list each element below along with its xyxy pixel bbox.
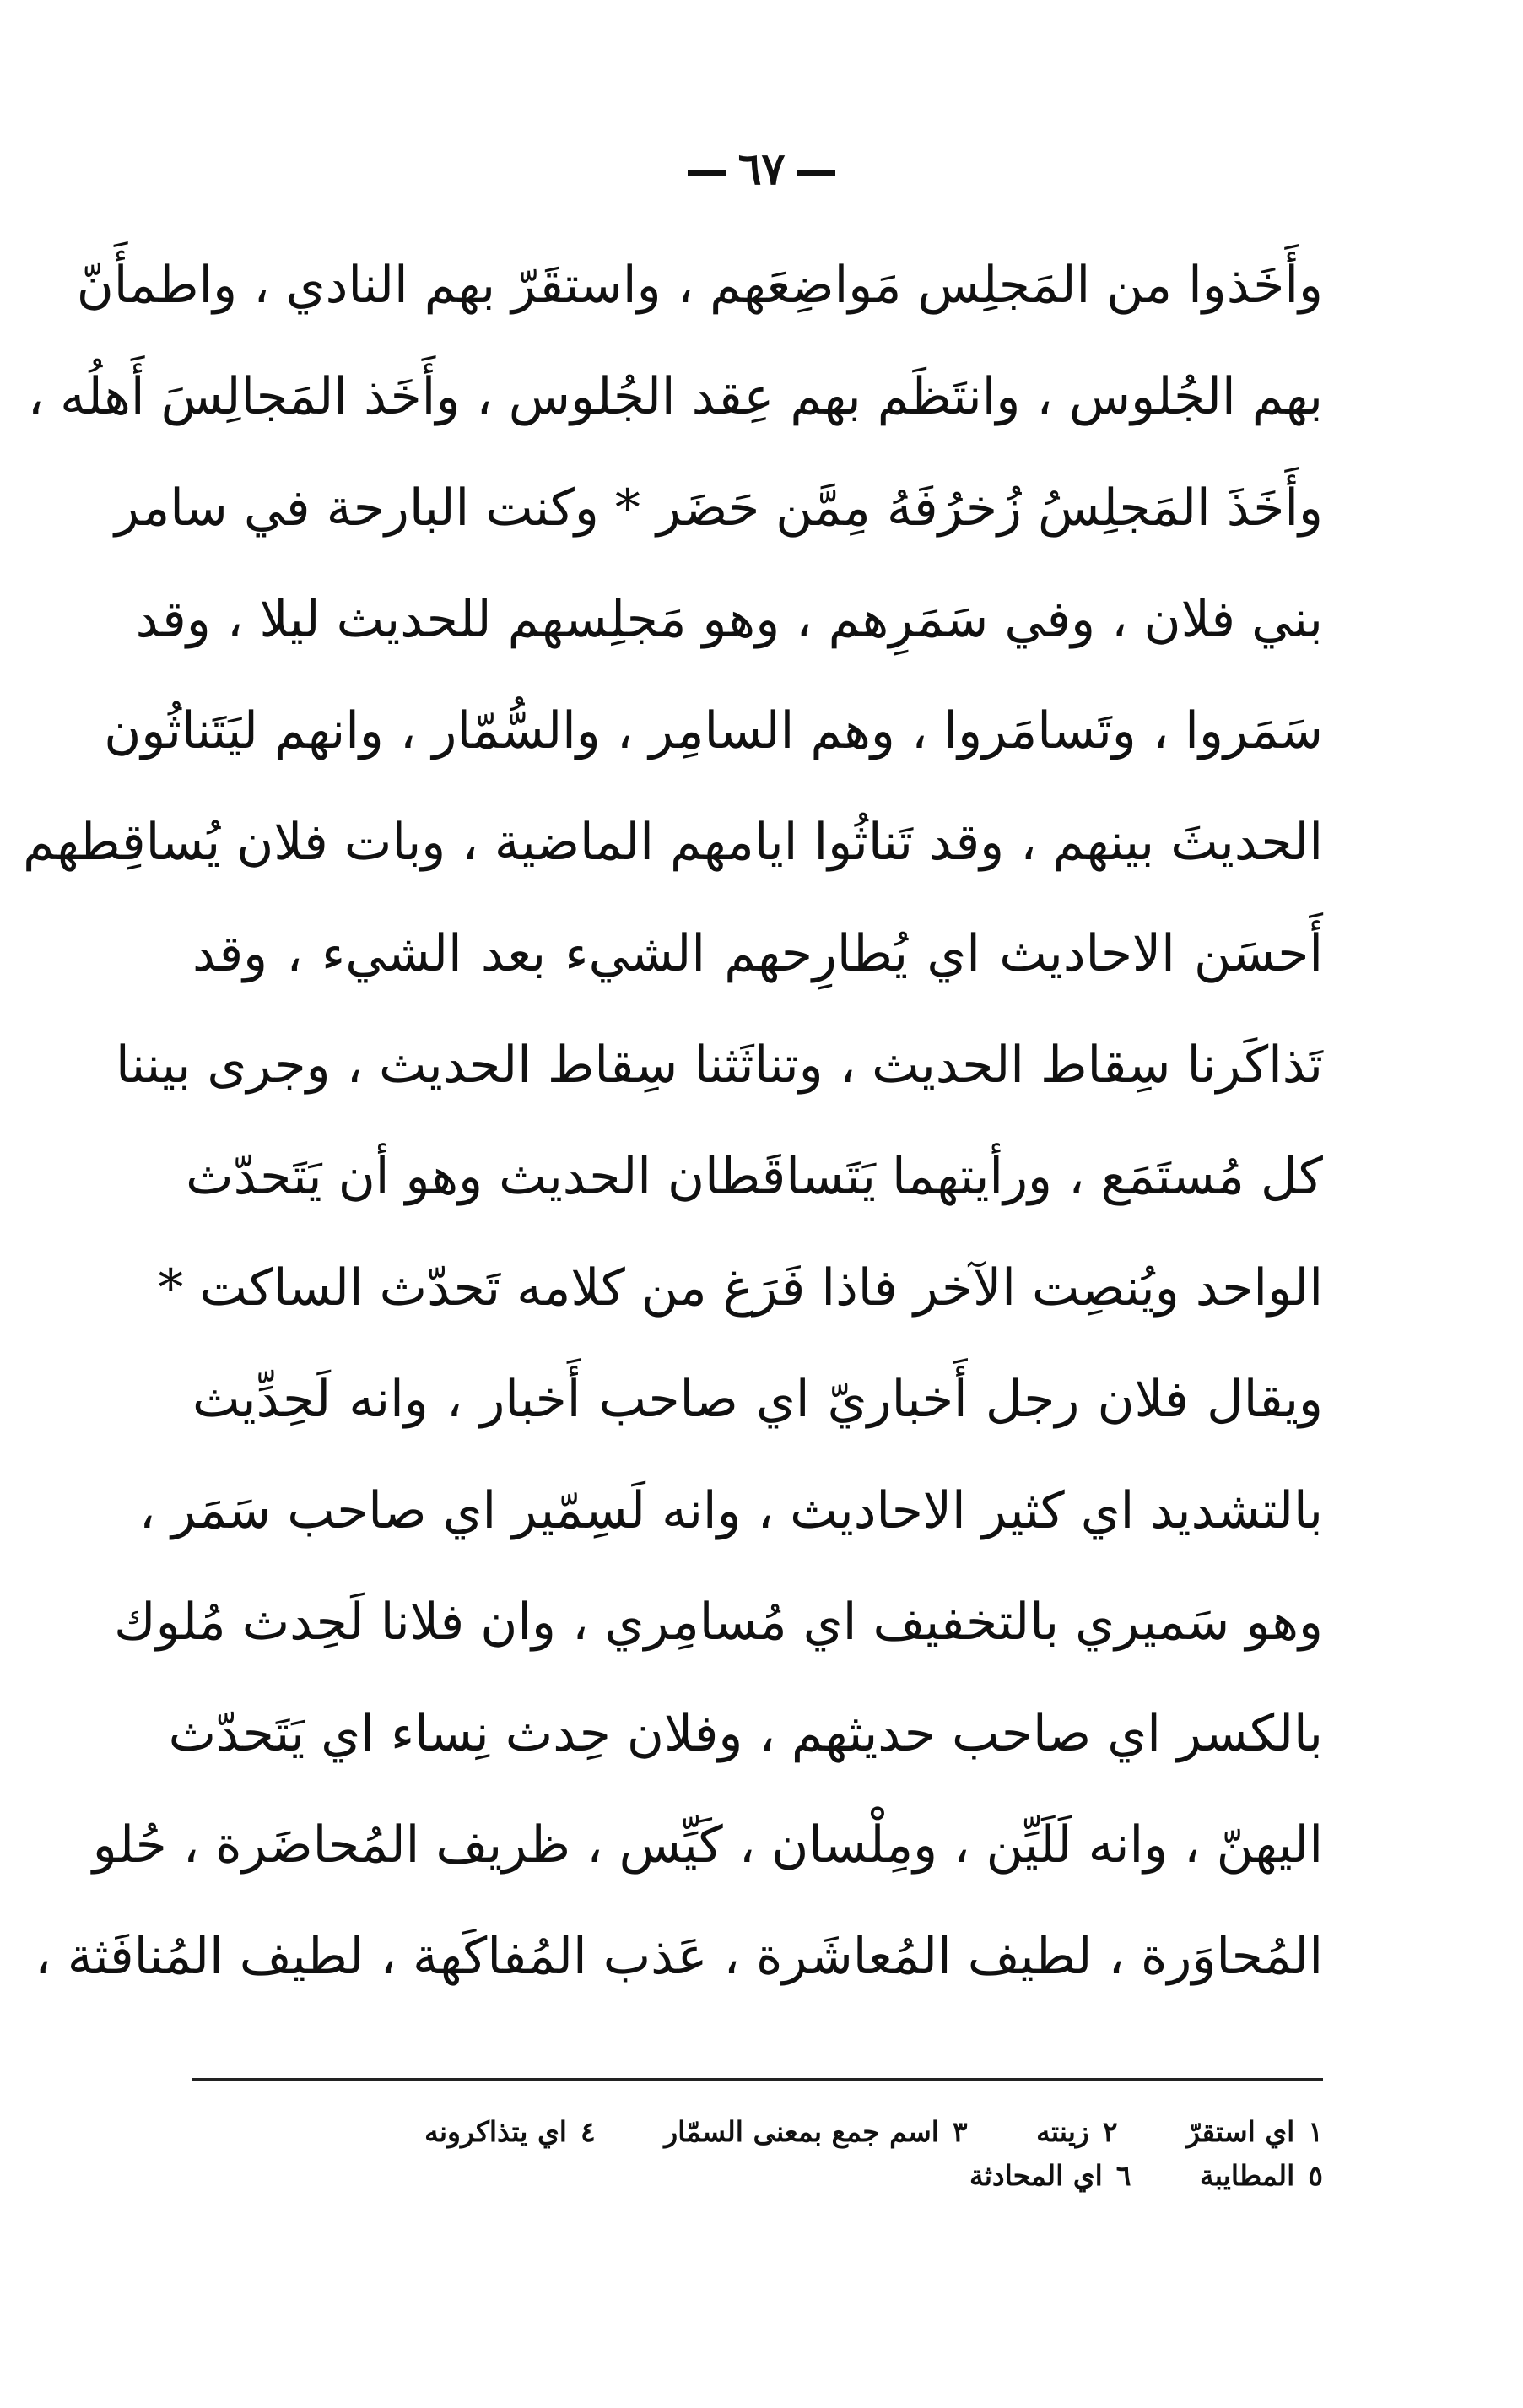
footnote	[424, 2110, 596, 2154]
footnote-text: المطايبة	[1200, 2159, 1295, 2192]
footnote-text: اسم جمع بمعنى السمّار	[664, 2115, 939, 2148]
text-line: ويقال فلان رجل أَخباريّ اي صاحب أَخبار ، وانه لَحِدِّيث	[192, 1370, 1323, 1429]
text-line: كل مُستَمَع ، ورأيتهما يَتَساقَطان الحديث وهو أن يَتَحدّث	[186, 1147, 1323, 1206]
text-line: بالتشديد اي كثير الاحاديث ، وانه لَسِمّير اي صاحب سَمَر ،	[138, 1481, 1323, 1540]
text-line: الواحد ويُنصِت الآخر فاذا فَرَغ من كلامه تَحدّث الساكت *	[158, 1258, 1323, 1318]
text-line: تَذاكَرنا سِقاط الحديث ، وتناثَثنا سِقاط الحديث ، وجرى بيننا	[116, 1036, 1323, 1095]
text-line: الحديثَ بينهم ، وقد تَناثُوا ايامهم الماضية ، وبات فلان يُساقِطهم	[23, 813, 1323, 872]
footnote-number: ٦	[1115, 2159, 1131, 2192]
footnote	[664, 2110, 967, 2154]
page-number-value: ٦٧	[737, 143, 786, 195]
text-line: وأَخَذَ المَجلِسُ زُخرُفَهُ مِمَّن حَضَر * وكنت البارحة في سامر	[115, 479, 1323, 538]
page-number	[0, 143, 1523, 195]
text-line: أَحسَن الاحاديث اي يُطارِحهم الشيء بعد الشيء ، وقد	[192, 924, 1323, 983]
text-line: بهم الجُلوس ، وانتَظَم بهم عِقد الجُلوس ، وأَخَذ المَجالِسَ أَهلُه ،	[27, 367, 1323, 426]
body-text	[23, 230, 1323, 2012]
text-line: سَمَروا ، وتَسامَروا ، وهم السامِر ، والسُّمّار ، وانهم ليَتَناثُون	[104, 701, 1323, 760]
footnote-text: زينته	[1036, 2115, 1089, 2148]
dash-left	[797, 170, 835, 176]
footnote	[1036, 2110, 1117, 2154]
footnote-number: ٤	[580, 2115, 596, 2148]
text-line: اليهنّ ، وانه لَلَيِّن ، ومِلْسان ، كَيِّس ، ظريف المُحاضَرة ، حُلو	[92, 1815, 1323, 1875]
footnote-text: اي يتذاكرونه	[424, 2115, 567, 2148]
footnote-row	[192, 2110, 1323, 2154]
text-line: بني فلان ، وفي سَمَرِهم ، وهو مَجلِسهم للحديث ليلا ، وقد	[135, 590, 1323, 649]
text-line: وهو سَميري بالتخفيف اي مُسامِري ، وان فلانا لَحِدث مُلوك	[114, 1593, 1323, 1652]
footnote-text: اي استقرّ	[1186, 2115, 1295, 2148]
dash-right	[688, 170, 726, 176]
text-line: بالكسر اي صاحب حديثهم ، وفلان حِدث نِساء اي يَتَحدّث	[168, 1704, 1323, 1763]
footnotes	[192, 2110, 1323, 2198]
footnote-number: ٣	[952, 2115, 968, 2148]
footnote	[969, 2154, 1131, 2198]
footnote-number: ٥	[1308, 2159, 1323, 2192]
footnote	[1200, 2154, 1323, 2198]
footnote-number: ١	[1308, 2115, 1323, 2148]
text-line: وأَخَذوا من المَجلِس مَواضِعَهم ، واستقَرّ بهم النادي ، واطمأَنّ	[76, 256, 1323, 315]
footnote-text: اي المحادثة	[969, 2159, 1103, 2192]
footnote-number: ٢	[1102, 2115, 1118, 2148]
text-line: المُحاوَرة ، لطيف المُعاشَرة ، عَذب المُفاكَهة ، لطيف المُنافَثة ،	[35, 1927, 1323, 1986]
footnote-row	[192, 2154, 1323, 2198]
footnote-divider	[192, 2078, 1323, 2081]
footnote	[1186, 2110, 1323, 2154]
